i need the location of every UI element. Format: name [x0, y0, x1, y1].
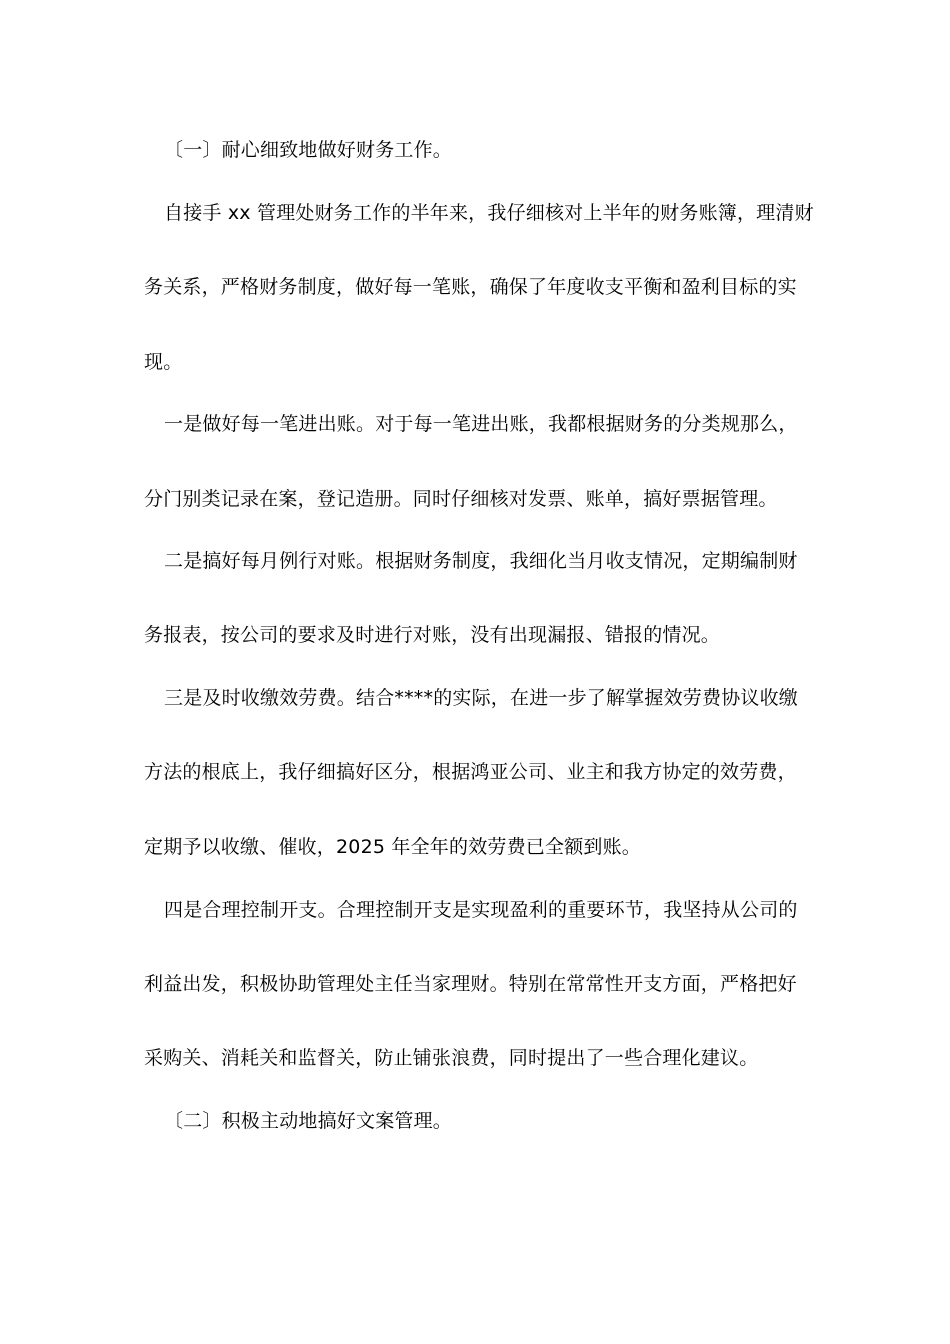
- paragraph-line: 一是做好每一笔进出账。对于每一笔进出账，我都根据财务的分类规那么，: [164, 413, 798, 435]
- paragraph-line: 定期予以收缴、催收，2025 年全年的效劳费已全额到账。: [144, 836, 641, 858]
- paragraph-line: 采购关、消耗关和监督关，防止铺张浪费，同时提出了一些合理化建议。: [144, 1047, 759, 1069]
- paragraph-line: 四是合理控制开支。合理控制开支是实现盈利的重要环节，我坚持从公司的: [164, 899, 798, 921]
- section-heading-finance: 〔一〕耐心细致地做好财务工作。: [164, 139, 453, 161]
- paragraph-line: 分门别类记录在案，登记造册。同时仔细核对发票、账单，搞好票据管理。: [144, 488, 778, 510]
- paragraph-line: 现。: [144, 351, 183, 373]
- paragraph-line: 利益出发，积极协助管理处主任当家理财。特别在常常性开支方面，严格把好: [144, 973, 797, 995]
- paragraph-line: 二是搞好每月例行对账。根据财务制度，我细化当月收支情况，定期编制财: [164, 550, 798, 572]
- paragraph-line: 务关系，严格财务制度，做好每一笔账，确保了年度收支平衡和盈利目标的实: [144, 276, 797, 298]
- paragraph-line: 三是及时收缴效劳费。结合****的实际，在进一步了解掌握效劳费协议收缴: [164, 687, 799, 709]
- paragraph-line: 自接手 xx 管理处财务工作的半年来，我仔细核对上半年的财务账簿，理清财: [164, 202, 814, 224]
- section-heading-documents: 〔二〕积极主动地搞好文案管理。: [164, 1110, 453, 1132]
- paragraph-line: 方法的根底上，我仔细搞好区分，根据鸿亚公司、业主和我方协定的效劳费，: [144, 761, 797, 783]
- paragraph-line: 务报表，按公司的要求及时进行对账，没有出现漏报、错报的情况。: [144, 624, 721, 646]
